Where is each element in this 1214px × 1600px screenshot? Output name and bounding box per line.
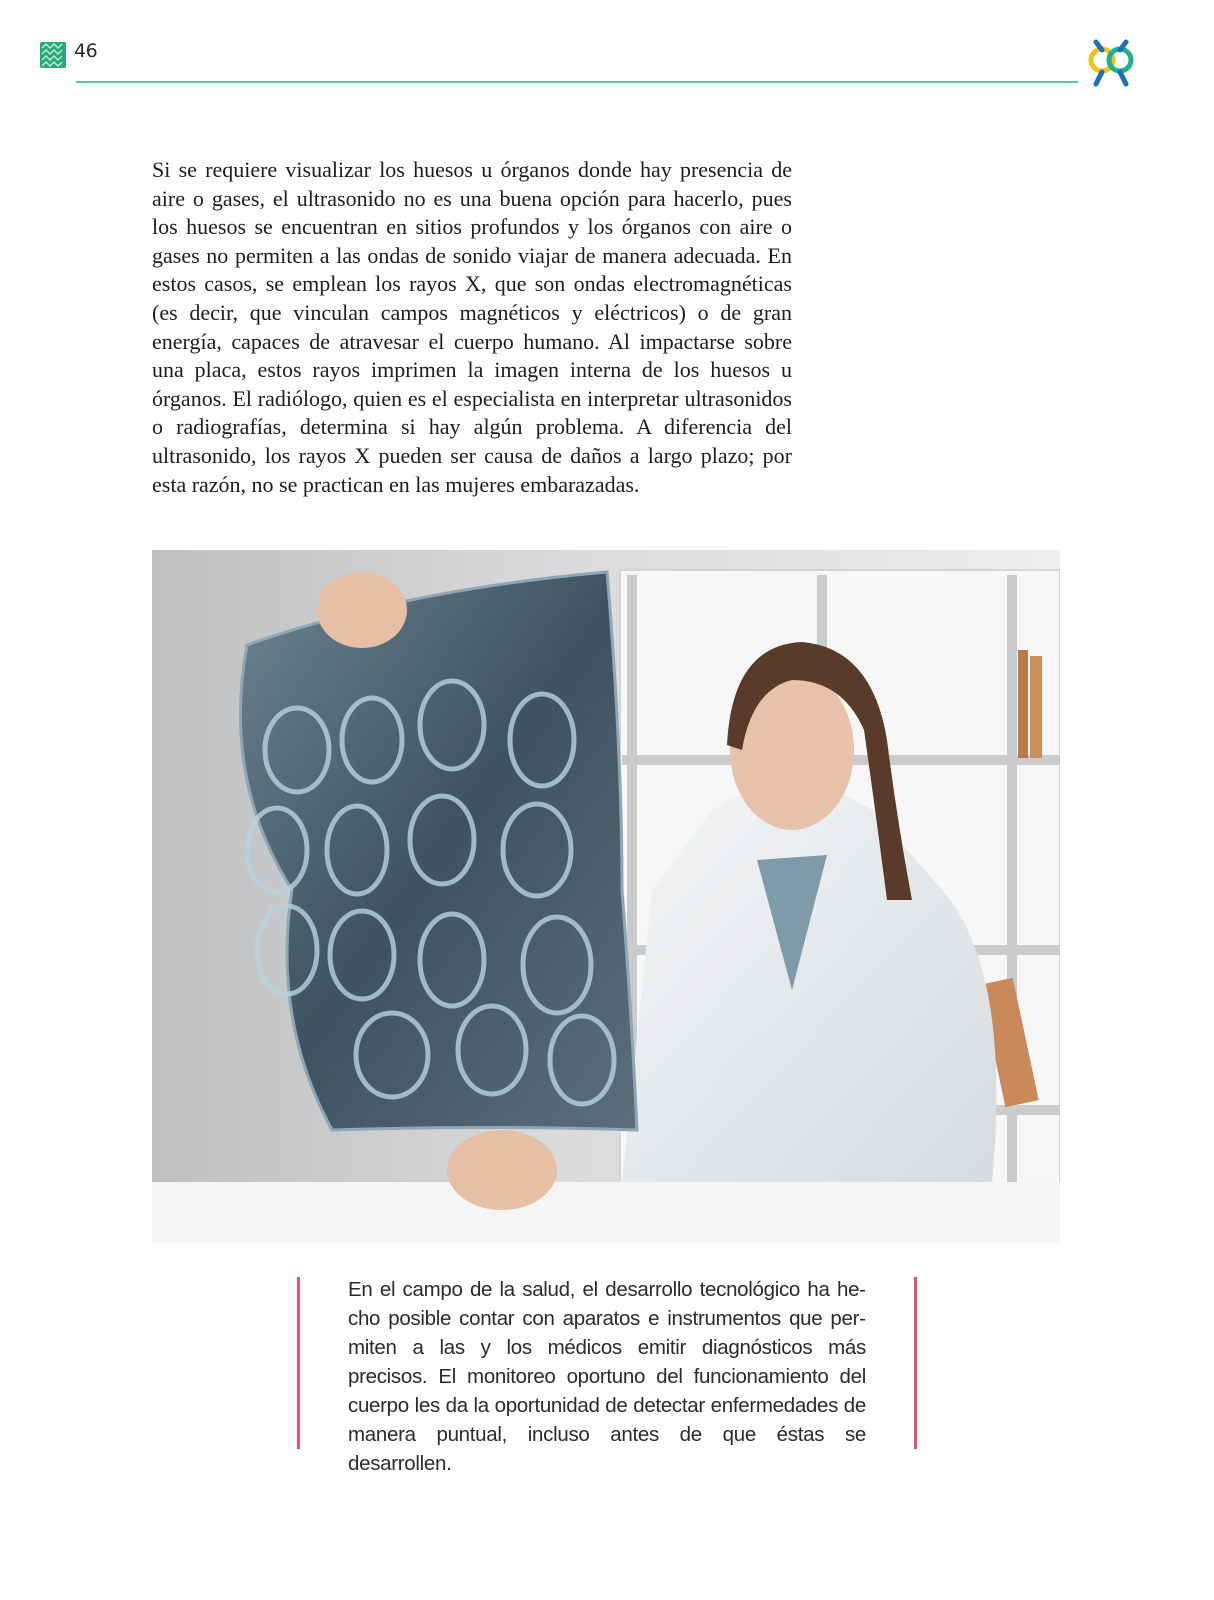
doctor-examining-xray-photo <box>152 550 1060 1243</box>
header-rule <box>76 81 1078 83</box>
figure-caption: En el campo de la salud, el desarrollo tecnológico ha hecho posible contar con aparatos e instrumentos que permiten a las y los médicos emitir diagnósticos más precisos. El monitoreo oportuno del funcionamiento del cuerpo les da la oportunidad de detectar enfermedades de manera puntual, incluso antes de que éstas se desarrollen. <box>348 1278 866 1475</box>
page-number-icon <box>40 42 66 68</box>
caption-left-bar <box>297 1277 300 1449</box>
linked-figures-logo-icon <box>1088 38 1134 88</box>
body-paragraph: Si se requiere visualizar los huesos u órganos donde hay presencia de aire o gases, el ultrasonido no es una buena opción para hacerlo, pues los huesos se encuentran en sitios profundos y los órganos con aire o gases no permiten a las ondas de sonido viajar de manera adecuada. En estos casos, se emplean los rayos X, que son ondas electromagnéticas (es decir, que vinculan campos magnéticos y eléctricos) o de gran energía, capaces de atravesar el cuerpo humano. Al impactarse sobre una placa, estos rayos imprimen la imagen interna de los huesos u órganos. El radiólogo, quien es el especialista en interpretar ultrasonidos o radiografías, determina si hay algún problema. A diferencia del ultrasonido, los rayos X pueden ser causa de daños a largo plazo; por esta razón, no se practican en las mujeres embarazadas. <box>152 157 792 497</box>
caption-right-bar <box>914 1277 917 1449</box>
page-number: 46 <box>74 40 98 62</box>
